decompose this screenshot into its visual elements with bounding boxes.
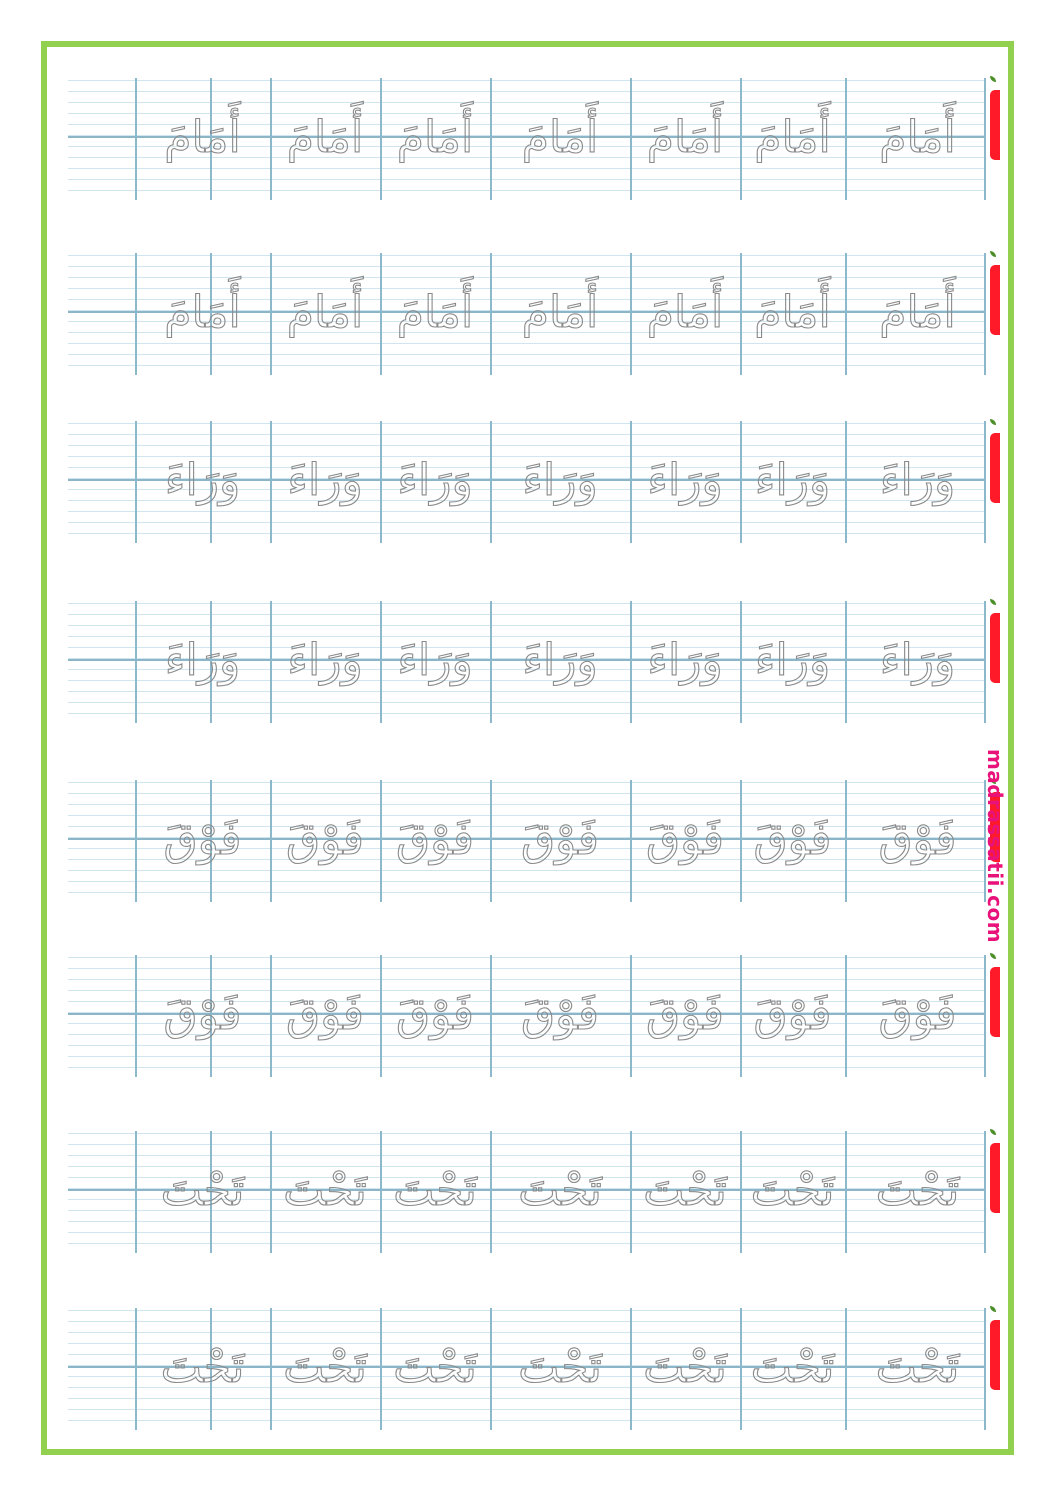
tracing-row xyxy=(68,255,986,373)
tracing-row xyxy=(68,1310,986,1428)
trace-word: تَحْتَ xyxy=(518,1342,602,1393)
trace-word: فَوْقَ xyxy=(163,814,242,865)
trace-word: وَرَاءَ xyxy=(522,455,598,506)
trace-word: أَمَامَ xyxy=(286,287,364,338)
trace-word: وَرَاءَ xyxy=(397,455,473,506)
trace-word: تَحْتَ xyxy=(160,1165,245,1216)
tracing-row xyxy=(68,80,986,198)
trace-word: وَرَاءَ xyxy=(287,455,363,506)
trace-word: وَرَاءَ xyxy=(879,635,956,686)
trace-word: تَحْتَ xyxy=(875,1342,960,1393)
trace-word: أَمَامَ xyxy=(164,287,241,338)
trace-word: أَمَامَ xyxy=(164,112,241,163)
trace-word: أَمَامَ xyxy=(396,287,474,338)
trace-word: تَحْتَ xyxy=(393,1342,477,1393)
trace-word: تَحْتَ xyxy=(750,1165,835,1216)
trace-word: فَوْقَ xyxy=(396,989,474,1040)
start-marker-icon xyxy=(990,1320,1000,1390)
trace-word: فَوْقَ xyxy=(286,989,364,1040)
trace-word: وَرَاءَ xyxy=(754,635,831,686)
trace-word: وَرَاءَ xyxy=(397,635,473,686)
trace-word: تَحْتَ xyxy=(875,1165,960,1216)
trace-word: تَحْتَ xyxy=(643,1165,727,1216)
trace-word: تَحْتَ xyxy=(518,1165,602,1216)
tracing-row xyxy=(68,423,986,541)
trace-word: فَوْقَ xyxy=(878,989,957,1040)
tracing-row xyxy=(68,782,986,900)
trace-word: أَمَامَ xyxy=(646,112,724,163)
trace-word: وَرَاءَ xyxy=(754,455,831,506)
trace-word: أَمَامَ xyxy=(286,112,364,163)
trace-word: وَرَاءَ xyxy=(647,455,723,506)
trace-word: وَرَاءَ xyxy=(522,635,598,686)
trace-word: أَمَامَ xyxy=(754,287,831,338)
trace-word: وَرَاءَ xyxy=(647,635,723,686)
trace-word: فَوْقَ xyxy=(521,814,599,865)
start-marker-icon xyxy=(990,90,1000,160)
trace-word: فَوْقَ xyxy=(396,814,474,865)
trace-word: وَرَاءَ xyxy=(164,635,241,686)
trace-word: وَرَاءَ xyxy=(164,455,241,506)
trace-word: فَوْقَ xyxy=(286,814,364,865)
start-marker-icon xyxy=(990,967,1000,1037)
trace-word: تَحْتَ xyxy=(750,1342,835,1393)
trace-word: أَمَامَ xyxy=(646,287,724,338)
trace-word: وَرَاءَ xyxy=(879,455,956,506)
trace-word: فَوْقَ xyxy=(521,989,599,1040)
site-watermark xyxy=(984,715,1006,977)
trace-word: تَحْتَ xyxy=(283,1342,367,1393)
start-marker-icon xyxy=(990,1143,1000,1213)
trace-word: فَوْقَ xyxy=(753,989,832,1040)
trace-word: تَحْتَ xyxy=(393,1165,477,1216)
start-marker-icon xyxy=(990,265,1000,335)
trace-word: فَوْقَ xyxy=(646,989,724,1040)
trace-word: تَحْتَ xyxy=(283,1165,367,1216)
trace-word: فَوْقَ xyxy=(163,989,242,1040)
trace-word: فَوْقَ xyxy=(646,814,724,865)
trace-word: أَمَامَ xyxy=(879,112,956,163)
trace-word: تَحْتَ xyxy=(160,1342,245,1393)
site-watermark-text: madrassatii.com xyxy=(983,748,1007,944)
trace-word: أَمَامَ xyxy=(521,112,599,163)
tracing-row xyxy=(68,957,986,1075)
trace-word: أَمَامَ xyxy=(396,112,474,163)
trace-word: فَوْقَ xyxy=(753,814,832,865)
start-marker-icon xyxy=(990,613,1000,683)
trace-word: أَمَامَ xyxy=(754,112,831,163)
trace-word: أَمَامَ xyxy=(521,287,599,338)
trace-word: فَوْقَ xyxy=(878,814,957,865)
tracing-row xyxy=(68,1133,986,1251)
start-marker-icon xyxy=(990,433,1000,503)
trace-word: وَرَاءَ xyxy=(287,635,363,686)
trace-word: أَمَامَ xyxy=(879,287,956,338)
tracing-row xyxy=(68,603,986,721)
trace-word: تَحْتَ xyxy=(643,1342,727,1393)
